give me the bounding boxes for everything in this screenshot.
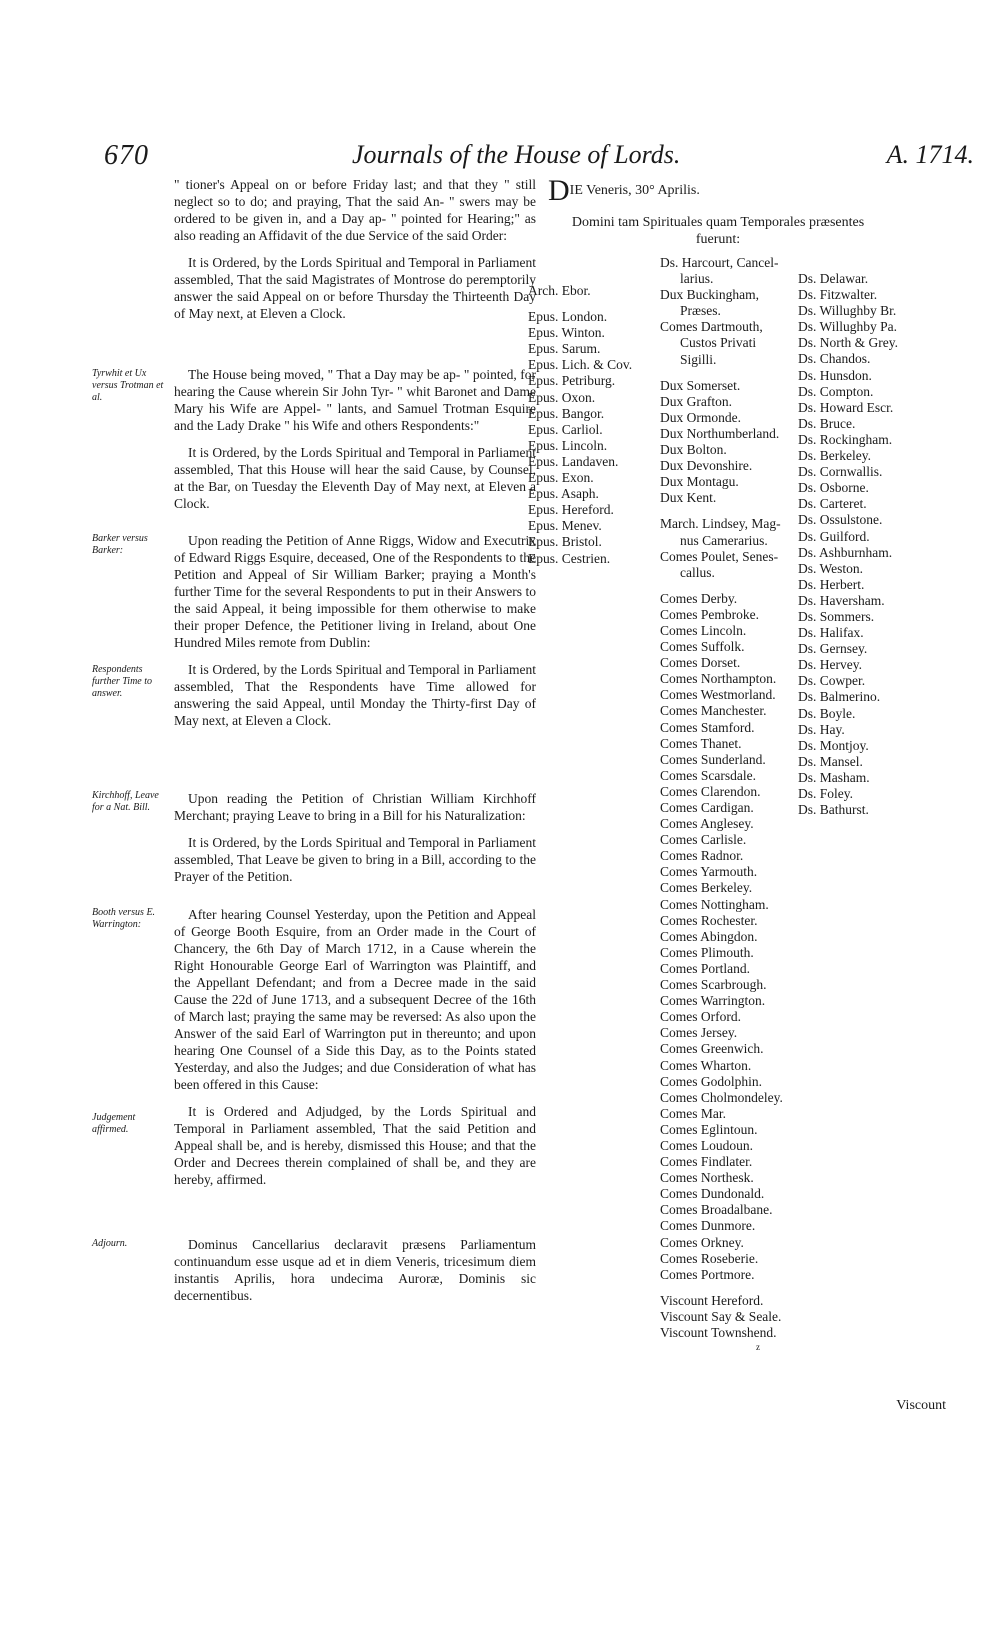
date-heading: [548, 174, 700, 207]
paragraph: " tioner's Appeal on or before Friday last; and that they " still neglect so to do; and praying, That the said An- " swers may be ordered to be given in, and a Day ap- " pointed for Hearing;" as also reading an Affidavit of the due Service of the said Order:: [174, 177, 536, 243]
lord-entry: callus.: [680, 564, 715, 580]
lord-entry: Ds. Willughby Br.: [798, 303, 897, 319]
lord-entry: Ds. Masham.: [798, 769, 870, 785]
lord-entry: Viscount Say & Seale.: [660, 1308, 782, 1324]
lord-entry: Comes Nottingham.: [660, 896, 769, 912]
lord-entry: Epus. Cestrien.: [528, 550, 611, 566]
margin-note: Adjourn.: [92, 1238, 128, 1249]
adjournment-paragraph: Dominus Cancellarius declaravit præsens Parliamentum continuandum esse usque ad et in diem Veneris, tricesimum diem instantis Aprilis, hora undecima Auroræ, Dominis sic decernentibus.: [174, 1237, 536, 1303]
lord-entry: Comes Pembroke.: [660, 606, 759, 622]
lord-entry: Dux Somerset.: [660, 377, 741, 393]
lord-entry: Ds. Hunsdon.: [798, 367, 872, 383]
lord-entry: Epus. Hereford.: [528, 502, 614, 518]
lord-entry: Comes Orkney.: [660, 1234, 744, 1250]
lord-entry: Ds. Fitzwalter.: [798, 287, 878, 303]
lord-entry: Comes Godolphin.: [660, 1073, 763, 1089]
margin-note: Tyrwhit et Ux versus Trotman et al.: [92, 368, 164, 403]
order-paragraph: It is Ordered, by the Lords Spiritual and Temporal in Parliament assembled, That Leave be given to bring in a Bill, according to the Prayer of the Petition.: [174, 835, 536, 884]
lord-entry: Comes Greenwich.: [660, 1041, 764, 1057]
lord-entry: Viscount Townshend.: [660, 1325, 777, 1340]
lord-entry: Ds. Cowper.: [798, 673, 866, 689]
lord-entry: Comes Scarsdale.: [660, 767, 756, 783]
lord-entry: Dux Bolton.: [660, 442, 727, 458]
lord-entry: Comes Stamford.: [660, 719, 755, 735]
paragraph: Upon reading the Petition of Christian William Kirchhoff Merchant; praying Leave to bring in a Bill for his Naturalization:: [174, 791, 536, 823]
lord-entry: Comes Portmore.: [660, 1266, 755, 1282]
lord-entry: Dux Northumberland.: [660, 425, 780, 441]
present-heading: Domini tam Spirituales quam Temporales præsentes fuerunt:: [571, 215, 865, 247]
lord-entry: Comes Anglesey.: [660, 816, 754, 832]
lord-entry: Ds. Bathurst.: [798, 802, 869, 818]
lord-entry: Comes Loudoun.: [660, 1137, 753, 1153]
lord-entry: Epus. Winton.: [528, 325, 605, 341]
lord-entry: Comes Dartmouth,: [660, 319, 763, 335]
lord-entry: Ds. Boyle.: [798, 705, 856, 721]
lord-entry: Epus. Oxon.: [528, 389, 596, 405]
left-text-block: [174, 366, 536, 522]
lord-entry: Ds. Haversham.: [798, 592, 885, 608]
lord-entry: Comes Findlater.: [660, 1154, 753, 1170]
temporal-lords-list: [660, 255, 783, 1341]
lord-entry: Comes Plimouth.: [660, 944, 754, 960]
lord-entry: Viscount Hereford.: [660, 1292, 764, 1308]
lord-entry: Ds. Balmerino.: [798, 689, 881, 705]
lord-entry: Epus. Lich. & Cov.: [528, 357, 633, 373]
lord-entry: Ds. Cornwallis.: [798, 464, 883, 480]
lord-entry: Ds. Compton.: [798, 383, 874, 399]
page-number: 670: [104, 140, 149, 171]
lord-entry: Epus. Exon.: [528, 470, 594, 486]
lord-entry: Ds. Montjoy.: [798, 737, 869, 753]
lord-entry: Comes Sunderland.: [660, 751, 766, 767]
lord-entry: Comes Broadalbane.: [660, 1202, 773, 1218]
lord-entry: Ds. Delawar.: [798, 271, 869, 286]
barons-list: [798, 271, 898, 818]
lord-entry: Dux Devonshire.: [660, 458, 753, 474]
lord-entry: Ds. Mansel.: [798, 753, 863, 769]
lord-entry: Ds. Herbert.: [798, 576, 865, 592]
lord-entry: Ds. Ossulstone.: [798, 512, 883, 528]
lord-entry: Comes Scarbrough.: [660, 977, 767, 993]
lord-entry: Comes Roseberie.: [660, 1250, 759, 1266]
lord-entry: March. Lindsey, Mag-: [660, 516, 781, 532]
lord-entry: Ds. Carteret.: [798, 496, 867, 512]
margin-note: Barker versus Barker:: [92, 533, 148, 556]
running-head: Journals of the House of Lords.: [352, 140, 681, 169]
lord-entry: Comes Northesk.: [660, 1170, 754, 1186]
lord-entry: Epus. London.: [528, 309, 608, 325]
lord-entry: Comes Manchester.: [660, 703, 767, 719]
lord-entry: Ds. Chandos.: [798, 351, 871, 367]
lord-entry: Comes Warrington.: [660, 993, 766, 1009]
lord-entry: Comes Yarmouth.: [660, 864, 758, 880]
lord-entry: Comes Cholmondeley.: [660, 1089, 783, 1105]
lord-entry: Comes Dorset.: [660, 655, 741, 671]
lord-entry: Ds. Halifax.: [798, 625, 864, 641]
signature-mark: z: [756, 1342, 760, 1352]
lord-entry: Ds. Rockingham.: [798, 431, 893, 447]
lord-entry: Sigilli.: [680, 351, 717, 367]
lord-entry: Comes Derby.: [660, 590, 738, 606]
lord-entry: Dux Ormonde.: [660, 409, 741, 425]
lord-entry: Comes Northampton.: [660, 671, 777, 687]
lord-entry: Epus. Petriburg.: [528, 373, 616, 389]
margin-note: Respondents further Time to answer.: [92, 664, 153, 699]
lord-entry: Comes Orford.: [660, 1009, 741, 1025]
lord-entry: Epus. Bangor.: [528, 405, 605, 421]
lord-entry: Ds. Sommers.: [798, 608, 875, 624]
paragraph: The House being moved, " That a Day may be ap- " pointed, for hearing the Cause wherein Sir John Tyr- " whit Baronet and Dame Mary his Wife are Appel- " lants, and Samuel Trotman Esquire and the Lady Drake " his Wife and others Respondents:": [174, 367, 536, 433]
lord-entry: Epus. Carliol.: [528, 421, 603, 437]
lord-entry: Comes Portland.: [660, 960, 750, 976]
lord-entry: Ds. Foley.: [798, 786, 854, 801]
lord-entry: Ds. Howard Escr.: [798, 399, 894, 415]
spiritual-lords-list: [528, 283, 632, 567]
lord-entry: Comes Wharton.: [660, 1057, 752, 1073]
margin-note: Kirchhoff, Leave for a Nat. Bill.: [92, 790, 159, 813]
lord-entry: Ds. Osborne.: [798, 480, 869, 496]
lord-entry: Comes Suffolk.: [660, 639, 745, 655]
lord-entry: Comes Cardigan.: [660, 800, 754, 815]
lord-entry: Comes Carlisle.: [660, 832, 747, 848]
lord-entry: Ds. Weston.: [798, 560, 864, 576]
lord-entry: Comes Clarendon.: [660, 783, 761, 799]
catchword: Viscount: [896, 1398, 946, 1413]
lord-entry: Ds. Ashburnham.: [798, 544, 893, 560]
lord-entry: Comes Eglintoun.: [660, 1121, 758, 1137]
judgement-paragraph: It is Ordered and Adjudged, by the Lords Spiritual and Temporal in Parliament assembled, That the said Petition and Appeal shall be, and is hereby, dismissed this House; and that the Order and Decrees therein complained of shall be, and they are hereby, affirmed.: [174, 1104, 536, 1187]
lord-entry: Comes Abingdon.: [660, 928, 758, 944]
lord-entry: Dux Kent.: [660, 490, 717, 506]
lord-entry: Comes Berkeley.: [660, 880, 753, 896]
lord-entry: Arch. Ebor.: [528, 283, 591, 298]
lord-entry: Comes Rochester.: [660, 912, 758, 928]
lord-entry: Dux Grafton.: [660, 393, 732, 409]
lord-entry: larius.: [680, 271, 714, 287]
lord-entry: Comes Dundonald.: [660, 1186, 765, 1202]
lord-entry: Comes Poulet, Senes-: [660, 548, 779, 564]
lord-entry: Dux Buckingham,: [660, 287, 759, 303]
lord-entry: Ds. Berkeley.: [798, 448, 871, 464]
lord-entry: Epus. Asaph.: [528, 486, 599, 502]
lord-entry: Epus. Lincoln.: [528, 437, 608, 453]
lord-entry: Comes Dunmore.: [660, 1218, 756, 1234]
lord-entry: Præses.: [680, 303, 721, 319]
lord-entry: Epus. Sarum.: [528, 341, 601, 357]
paragraph: After hearing Counsel Yesterday, upon the Petition and Appeal of George Booth Esquire, from an Order made in the Court of Chancery, the 6th Day of March 1712, in a Cause wherein the Right Honourable George Earl of Warrington was Plaintiff, and the Appellant Defendant; and from a Decree made in the said Cause the 22d of June 1713, and a subsequent Decree of the 16th of March last; praying the same may be reversed: As also upon the Answer of the said Earl of Warrington put in thereunto; and upon hearing One Counsel of a Side this Day, as to the Points stated Yesterday, and also the Judges; and due Consideration of what has been offered in this Cause:: [174, 907, 536, 1092]
left-text-block: [174, 906, 536, 1198]
lord-entry: Comes Mar.: [660, 1105, 726, 1121]
left-text-block: [174, 1236, 536, 1314]
lord-entry: Comes Jersey.: [660, 1025, 738, 1041]
lord-entry: Epus. Menev.: [528, 518, 602, 534]
lord-entry: Ds. Hay.: [798, 721, 845, 737]
lord-entry: Comes Radnor.: [660, 848, 744, 864]
margin-note: Judgement affirmed.: [92, 1112, 136, 1135]
left-text-block: [174, 790, 536, 895]
left-text-block: [174, 532, 536, 739]
page-year: A. 1714.: [886, 140, 974, 169]
drop-cap: D: [548, 174, 570, 207]
order-paragraph: It is Ordered, by the Lords Spiritual and Temporal in Parliament assembled, That this House will hear the said Cause, by Counsel, at the Bar, on Tuesday the Eleventh Day of May next, at Eleven a Clock.: [174, 445, 536, 511]
lord-entry: Comes Thanet.: [660, 735, 742, 751]
lord-entry: Epus. Landaven.: [528, 453, 619, 469]
lord-entry: Ds. Bruce.: [798, 415, 856, 431]
lord-entry: Comes Westmorland.: [660, 687, 776, 703]
lord-entry: Ds. Guilford.: [798, 528, 870, 544]
lord-entry: nus Camerarius.: [680, 532, 768, 548]
lord-entry: Ds. Hervey.: [798, 657, 862, 673]
lord-entry: Custos Privati: [680, 335, 757, 351]
lord-entry: Ds. Harcourt, Cancel-: [660, 255, 779, 270]
paragraph: Upon reading the Petition of Anne Riggs, Widow and Executrix of Edward Riggs Esquire, deceased, One of the Respondents to the Petition and Appeal of Sir William Barker; praying a Month's further Time for the several Respondents to put in their Answers to the said Appeal, it being impossible for them otherwise to make their proper Defence, the Petitioner living in Ireland, about One Hundred Miles remote from Dublin:: [174, 533, 536, 650]
lord-entry: Ds. Gernsey.: [798, 641, 868, 657]
left-text-column: [174, 176, 536, 332]
date-heading-text: IE Veneris, 30° Aprilis.: [569, 183, 700, 198]
order-paragraph: It is Ordered, by the Lords Spiritual and Temporal in Parliament assembled, That the said Magistrates of Montrose do peremptorily answer the said Appeal on or before Thursday the Thirteenth Day of May next, at Eleven a Clock.: [174, 255, 536, 321]
lord-entry: Ds. North & Grey.: [798, 335, 898, 351]
lord-entry: Epus. Bristol.: [528, 534, 602, 550]
margin-note: Booth versus E. Warrington:: [92, 907, 156, 930]
lord-entry: Dux Montagu.: [660, 474, 739, 490]
lord-entry: Ds. Willughby Pa.: [798, 319, 897, 335]
lord-entry: Comes Lincoln.: [660, 622, 747, 638]
order-paragraph: It is Ordered, by the Lords Spiritual and Temporal in Parliament assembled, That the Respondents have Time allowed for answering the said Appeal, until Monday the Thirty-first Day of May next, at Eleven a Clock.: [174, 662, 536, 728]
